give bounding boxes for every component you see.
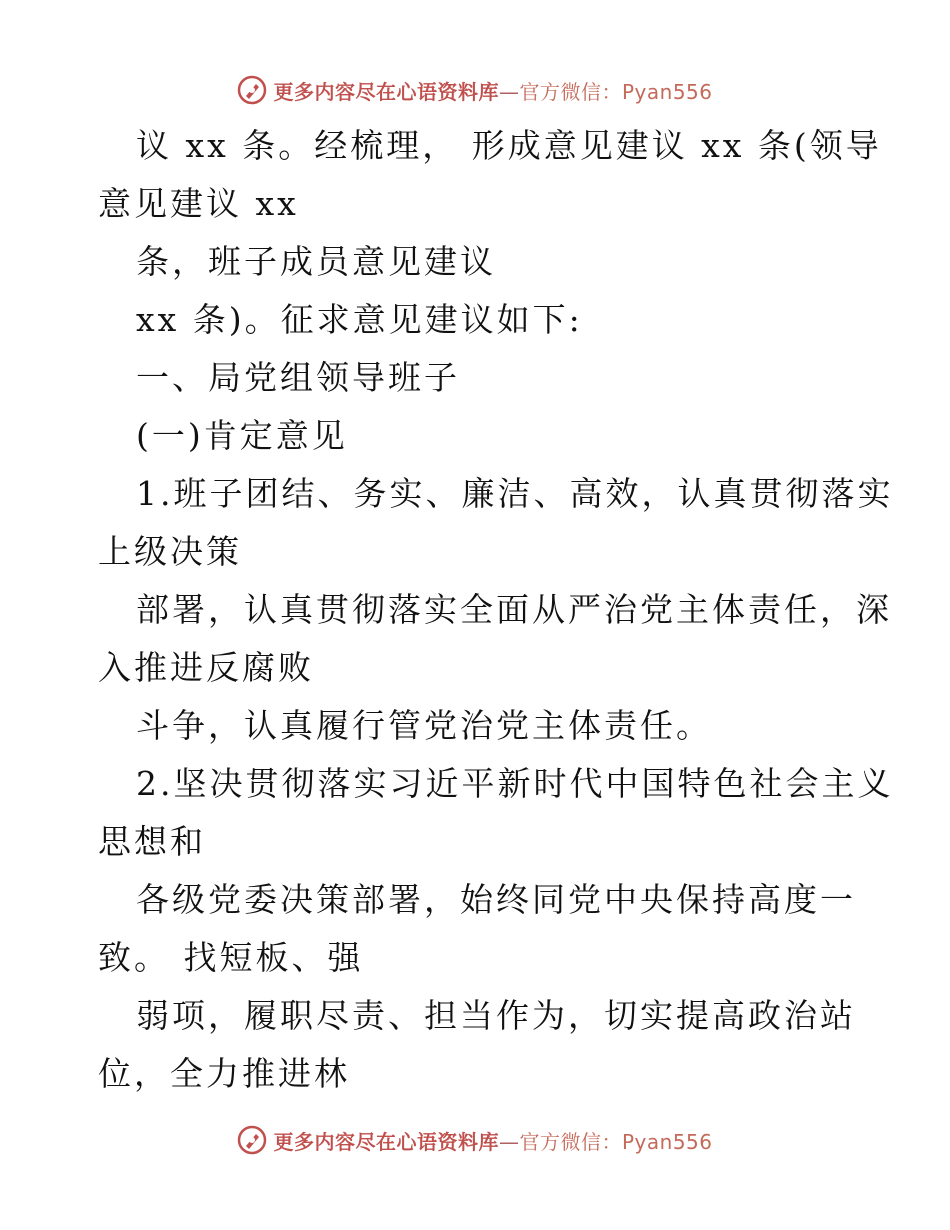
text-line: 斗争，认真履行管党治党主体责任。 — [136, 706, 712, 745]
text-line: 议 xx 条。经梳理， 形成意见建议 xx 条(领导 — [136, 126, 882, 165]
banner-wechat-id: Pyan556 — [621, 79, 713, 104]
banner-brand: 更多内容尽在心语资料库 — [273, 1129, 499, 1154]
text-line: 2.坚决贯彻落实习近平新时代中国特色社会主义 — [136, 764, 894, 803]
section-heading: 一、局党组领导班子 — [136, 358, 460, 397]
subsection-heading: (一)肯定意见 — [136, 416, 348, 455]
text-line: 部署，认真贯彻落实全面从严治党主体责任，深 — [136, 590, 892, 629]
text-line: 弱项，履职尽责、担当作为，切实提高政治站 — [136, 996, 856, 1035]
banner-wechat-label: 官方微信： — [519, 79, 622, 104]
banner-wechat-label: 官方微信： — [519, 1129, 622, 1154]
banner-text — [273, 1126, 712, 1155]
text-line: 各级党委决策部署，始终同党中央保持高度一 — [136, 880, 856, 919]
banner-wechat-id: Pyan556 — [621, 1129, 713, 1154]
text-line: 思想和 — [98, 822, 206, 861]
text-line: 入推进反腐败 — [98, 648, 314, 687]
pen-logo-icon — [237, 75, 267, 105]
text-line: 条，班子成员意见建议 — [136, 242, 496, 281]
pen-logo-icon — [237, 1125, 267, 1155]
footer-watermark-banner — [0, 1122, 950, 1158]
header-watermark-banner — [0, 72, 950, 108]
text-line: 致。 找短板、强 — [98, 938, 364, 977]
text-line: xx 条)。征求意见建议如下: — [136, 300, 583, 339]
banner-text — [273, 76, 712, 105]
banner-separator: — — [498, 1129, 520, 1154]
banner-brand: 更多内容尽在心语资料库 — [273, 79, 499, 104]
banner-separator: — — [498, 79, 520, 104]
text-line: 意见建议 xx — [98, 184, 299, 223]
text-line: 位，全力推进林 — [98, 1054, 350, 1093]
text-line: 上级决策 — [98, 532, 242, 571]
text-line: 1.班子团结、务实、廉洁、高效，认真贯彻落实 — [136, 474, 894, 513]
